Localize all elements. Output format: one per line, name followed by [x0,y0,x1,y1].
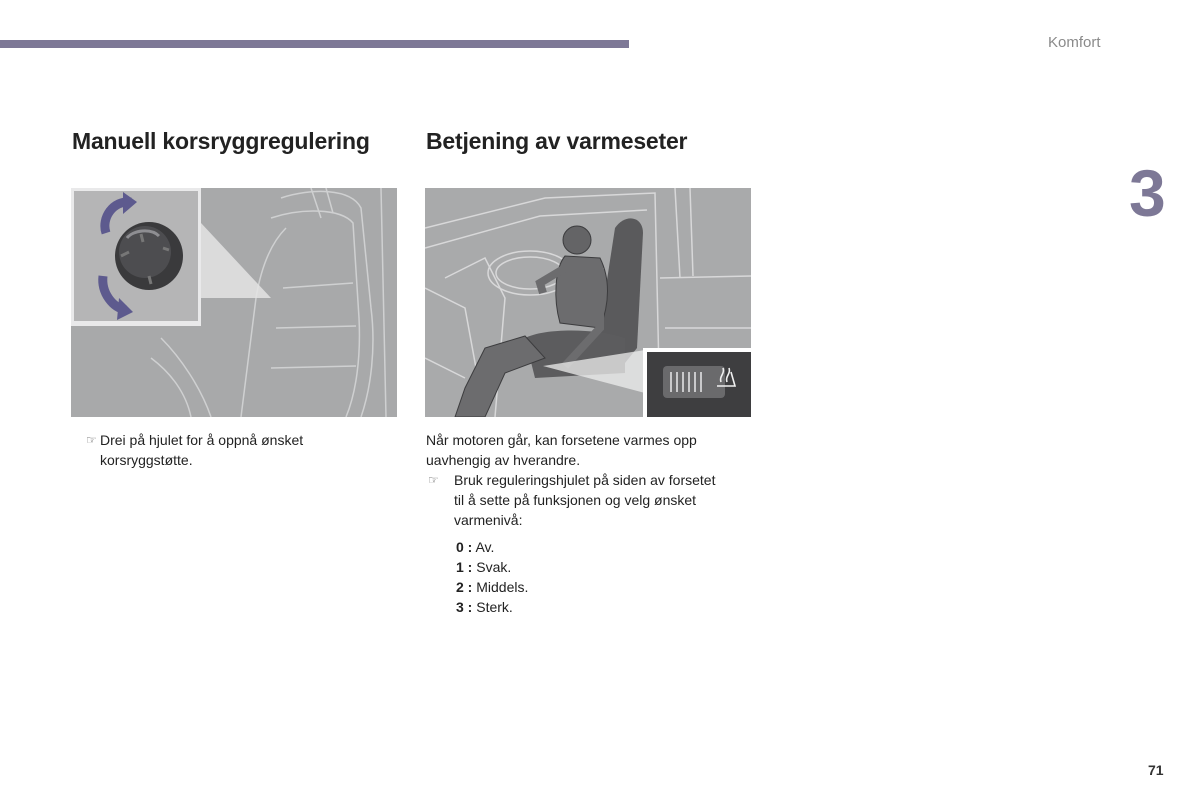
chapter-number: 3 [1129,156,1166,230]
heated-seat-figure [425,188,751,417]
heated-seat-intro-line1: Når motoren går, kan forsetene varmes opp [426,432,697,448]
pointer-hand-icon: ☞ [86,433,97,447]
lumbar-figure [71,188,397,417]
page-number: 71 [1148,762,1164,778]
heat-level-key: 1 : [456,559,473,575]
heat-level-key: 0 : [456,539,473,555]
heated-seat-intro-line2: uavhengig av hverandre. [426,452,581,468]
heat-level-label: Sterk. [476,599,513,615]
heat-level-key: 3 : [456,599,473,615]
heated-seat-instruction-line3: varmenivå: [454,512,523,528]
heat-level-key: 2 : [456,579,473,595]
heated-seat-instruction-line2: til å sette på funksjonen og velg ønsket [454,492,697,508]
heated-seat-section-title: Betjening av varmeseter [426,128,688,154]
lumbar-instruction-line1: Drei på hjulet for å oppnå ønsket [100,432,304,448]
heated-seat-instruction-line1: Bruk reguleringshjulet på siden av forsetet [454,472,716,488]
heat-level-label: Svak. [476,559,512,575]
heat-level-item [456,557,528,577]
heat-level-item [456,537,528,557]
heat-level-item [456,597,528,617]
pointer-hand-icon: ☞ [428,473,439,487]
heat-level-label: Middels. [476,579,529,595]
heat-level-item [456,577,528,597]
section-label: Komfort [1048,34,1101,51]
heat-level-list [456,537,528,617]
heat-level-label: Av. [475,539,495,555]
header-accent-bar [0,40,629,48]
lumbar-section-title: Manuell korsryggregulering [72,128,370,154]
lumbar-instruction-line2: korsryggstøtte. [100,452,193,468]
